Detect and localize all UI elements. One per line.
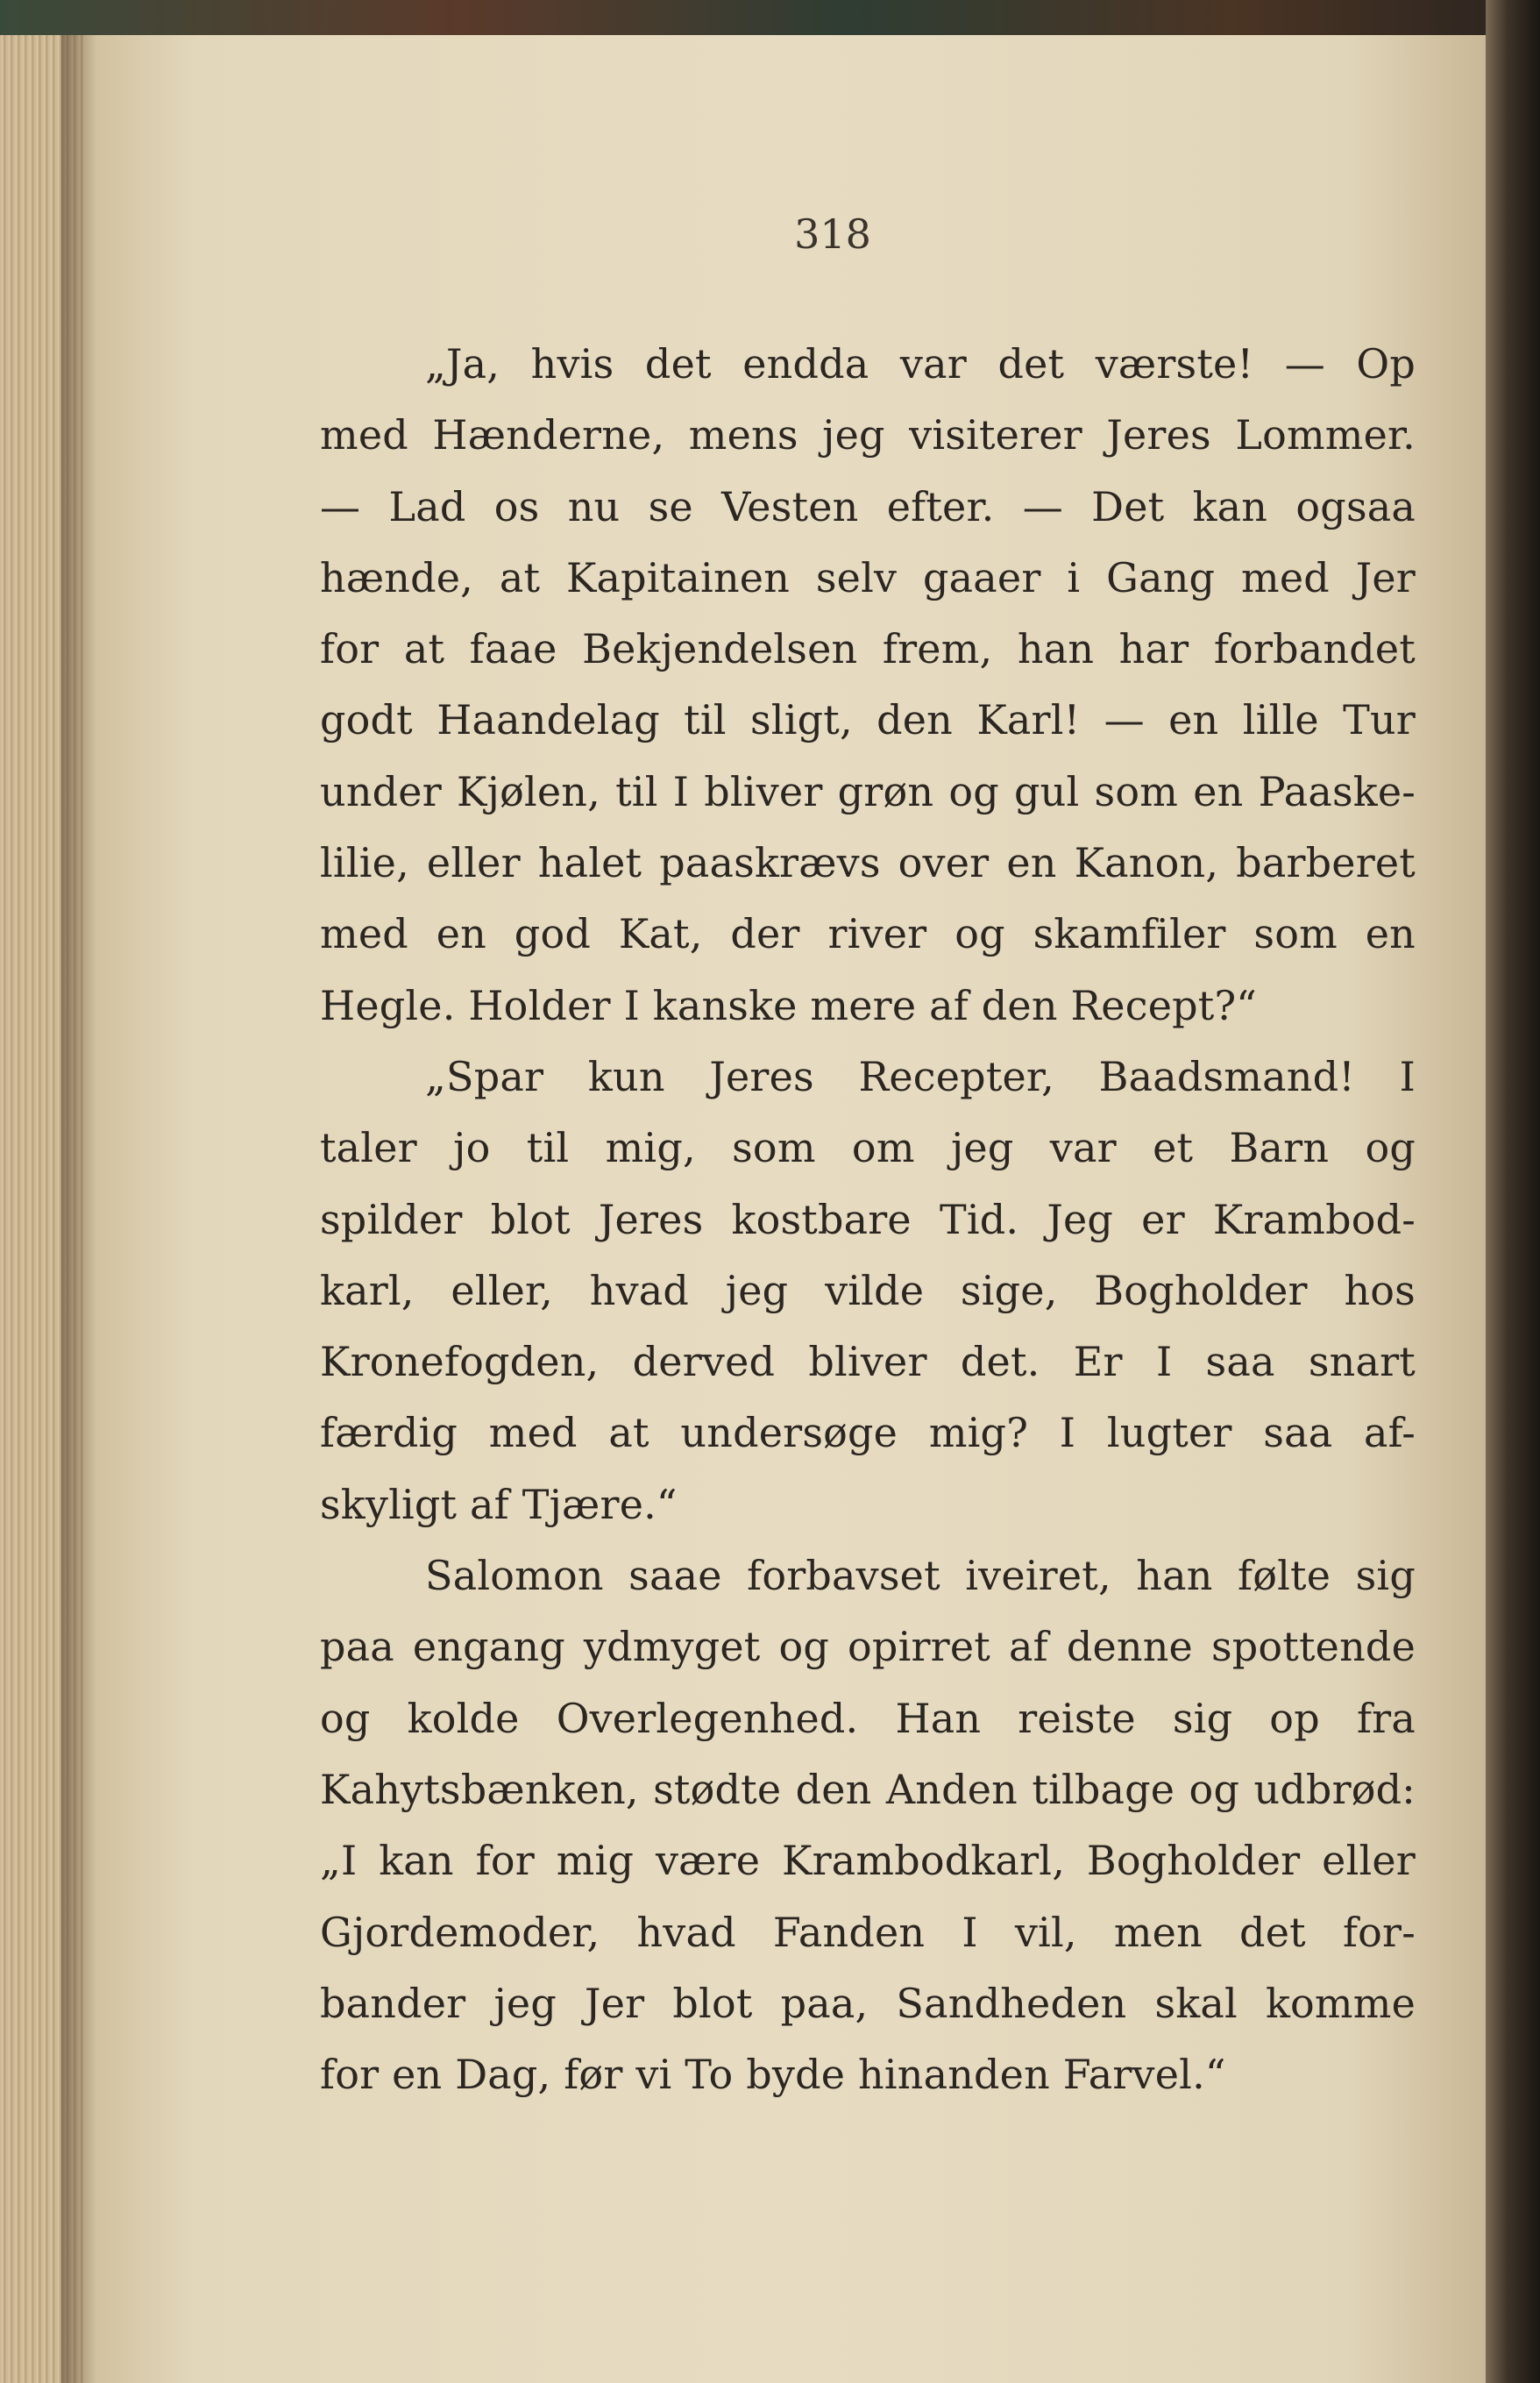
text-line: spilder blot Jeres kostbare Tid. Jeg er Krambod- [320, 1195, 1416, 1243]
text-line: Gjordemoder, hvad Fanden I vil, men det for- [320, 1908, 1416, 1956]
book-spine-edge [1486, 0, 1540, 2383]
text-line: Kronefogden, derved bliver det. Er I saa snart [320, 1338, 1416, 1386]
text-line: godt Haandelag til sligt, den Karl! — en lille Tur [320, 696, 1416, 744]
text-line: taler jo til mig, som om jeg var et Barn og [320, 1124, 1416, 1172]
text-line: for at faae Bekjendelsen frem, han har forbandet [320, 625, 1416, 673]
gutter-shadow [61, 35, 96, 2383]
text-line: — Lad os nu se Vesten efter. — Det kan ogsaa [320, 482, 1416, 530]
text-line: karl, eller, hvad jeg vilde sige, Bogholder hos [320, 1266, 1416, 1314]
text-line: for en Dag, før vi To byde hinanden Farvel.“ [320, 2051, 1226, 2099]
text-line: Salomon saae forbavset iveiret, han følte sig [425, 1552, 1416, 1600]
text-line: paa engang ydmyget og opirret af denne spottende [320, 1623, 1416, 1671]
text-line: Hegle. Holder I kanske mere af den Recept?“ [320, 981, 1258, 1029]
text-line: lilie, eller halet paaskrævs over en Kanon, barberet [320, 839, 1416, 887]
text-line: „Ja, hvis det endda var det værste! — Op [425, 340, 1416, 388]
text-line: skyligt af Tjære.“ [320, 1480, 678, 1528]
text-line: „Spar kun Jeres Recepter, Baadsmand! I [425, 1052, 1416, 1100]
text-line: med en god Kat, der river og skamfiler som en [320, 910, 1416, 958]
text-line: „I kan for mig være Krambodkarl, Bogholder eller [320, 1837, 1416, 1885]
text-line: bander jeg Jer blot paa, Sandheden skal komme [320, 1979, 1416, 2027]
text-line: færdig med at undersøge mig? I lugter saa af- [320, 1409, 1416, 1457]
text-line: og kolde Overlegenhed. Han reiste sig op fra [320, 1694, 1416, 1742]
body-text [320, 329, 1416, 2110]
page-number: 318 [794, 210, 871, 258]
book-cover-edge [0, 0, 1540, 35]
text-line: under Kjølen, til I bliver grøn og gul som en Paaske- [320, 767, 1416, 815]
text-line: Kahytsbænken, stødte den Anden tilbage og udbrød: [320, 1765, 1416, 1813]
text-line: hænde, at Kapitainen selv gaaer i Gang med Jer [320, 553, 1416, 601]
text-line: med Hænderne, mens jeg visiterer Jeres Lommer. [320, 411, 1416, 459]
